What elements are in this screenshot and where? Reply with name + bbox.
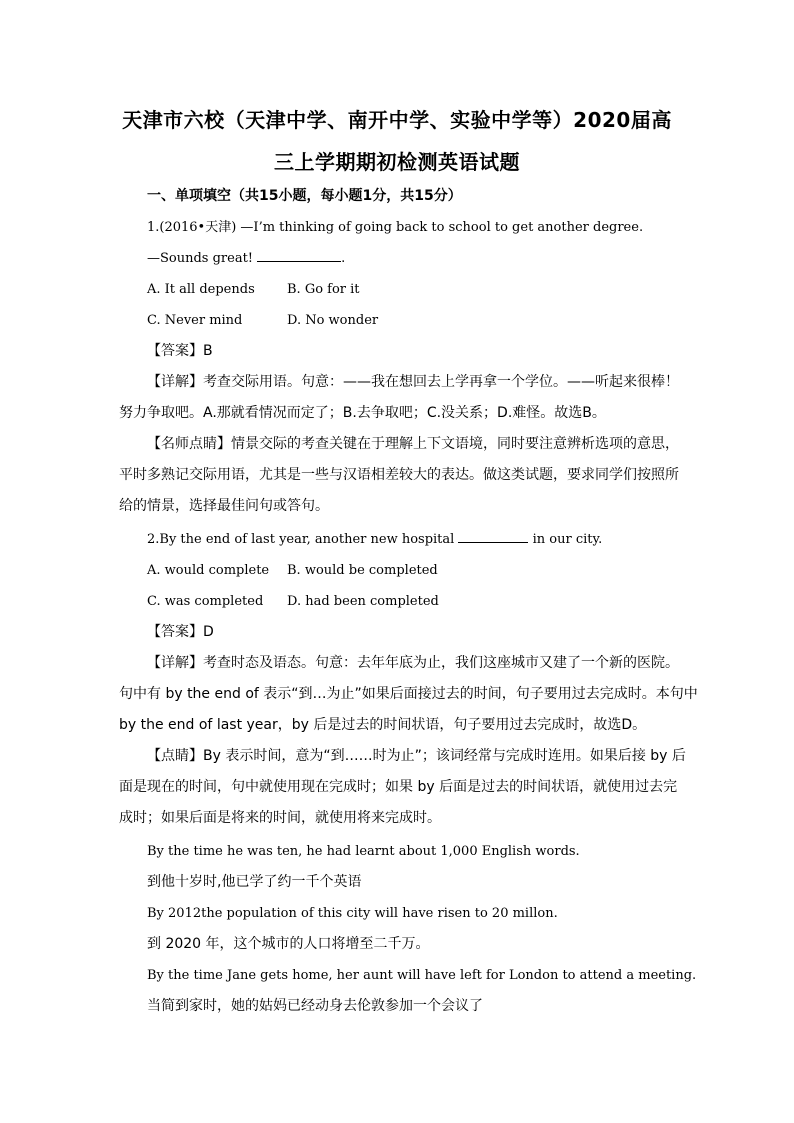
q1-options-row-2 <box>147 312 378 330</box>
q1-detail-line-2: 努力争取吧。A.那就看情况而定了；B.去争取吧；C.没关系；D.难怪。故选B。 <box>119 405 606 421</box>
q2-answer-blank <box>458 531 528 543</box>
q2-option-b: B. would be completed <box>287 563 438 578</box>
q1-tip-line-2: 平时多熟记交际用语，尤其是一些与汉语相差较大的表达。做这类试题，要求同学们按照所 <box>119 467 679 483</box>
q2-example-3-en: By the time Jane gets home, her aunt will have left for London to attend a meeting. <box>147 968 697 983</box>
q2-detail-line-3: by the end of last year，by 后是过去的时间状语，句子要用过去完成时，故选D。 <box>119 717 647 733</box>
q2-example-1-cn: 到他十岁时,他已学了约一千个英语 <box>147 874 362 890</box>
section-heading: 一、单项填空（共15小题，每小题1分，共15分） <box>147 188 462 204</box>
q2-example-2-en: By 2012the population of this city will have risen to 20 millon. <box>147 906 558 921</box>
q1-reply <box>147 250 345 268</box>
q1-option-c: C. Never mind <box>147 313 243 328</box>
q1-option-b: B. Go for it <box>287 282 360 297</box>
document-title-line-2: 三上学期期初检测英语试题 <box>274 150 520 174</box>
q2-stem <box>147 531 602 549</box>
q2-example-3-cn: 当简到家时，她的姑妈已经动身去伦敦参加一个会议了 <box>147 998 483 1014</box>
q2-option-a: A. would complete <box>147 563 270 578</box>
q2-tip-line-2: 面是现在的时间，句中就使用现在完成时；如果 by 后面是过去的时间状语，就使用过去完 <box>119 779 678 795</box>
q1-reply-text: —Sounds great! <box>147 251 254 266</box>
q2-detail-line-2: 句中有 by the end of 表示“到…为止”如果后面接过去的时间，句子要用过去完成时。本句中 <box>119 686 698 702</box>
q2-tip-line-3: 成时；如果后面是将来的时间，就使用将来完成时。 <box>119 810 441 826</box>
q2-answer: 【答案】D <box>147 624 214 640</box>
q1-answer: 【答案】B <box>147 343 213 359</box>
q1-tip-line-3: 给的情景，选择最佳问句或答句。 <box>119 498 329 514</box>
q1-stem: 1.(2016•天津) —I’m thinking of going back to school to get another degree. <box>147 220 644 235</box>
q2-option-d: D. had been completed <box>287 594 439 609</box>
q1-tip-line-1: 【名师点睛】情景交际的考查关键在于理解上下文语境，同时要注意辨析选项的意思， <box>147 436 679 452</box>
q2-detail-line-1: 【详解】考查时态及语态。句意：去年年底为止，我们这座城市又建了一个新的医院。 <box>147 655 679 671</box>
q2-options-row-2 <box>147 593 439 611</box>
document-title-line-1: 天津市六校（天津中学、南开中学、实验中学等）2020届高 <box>122 108 672 132</box>
q1-reply-end: . <box>341 251 346 266</box>
q1-option-d: D. No wonder <box>287 313 379 328</box>
q2-options-row-1 <box>147 562 438 580</box>
q2-stem-before: 2.By the end of last year, another new hospital <box>147 532 455 547</box>
q1-detail-line-1: 【详解】考查交际用语。句意：——我在想回去上学再拿一个学位。——听起来很棒！ <box>147 374 679 390</box>
q1-option-a: A. It all depends <box>147 282 255 297</box>
q1-answer-blank <box>257 250 341 262</box>
q2-example-2-cn: 到 2020 年，这个城市的人口将增至二千万。 <box>147 936 430 952</box>
q2-option-c: C. was completed <box>147 594 264 609</box>
q1-options-row-1 <box>147 281 360 299</box>
q2-stem-after: in our city. <box>532 532 603 547</box>
q2-example-1-en: By the time he was ten, he had learnt about 1,000 English words. <box>147 844 580 859</box>
q2-tip-line-1: 【点睛】By 表示时间，意为“到……时为止”；该词经常与完成时连用。如果后接 by 后 <box>147 748 686 764</box>
